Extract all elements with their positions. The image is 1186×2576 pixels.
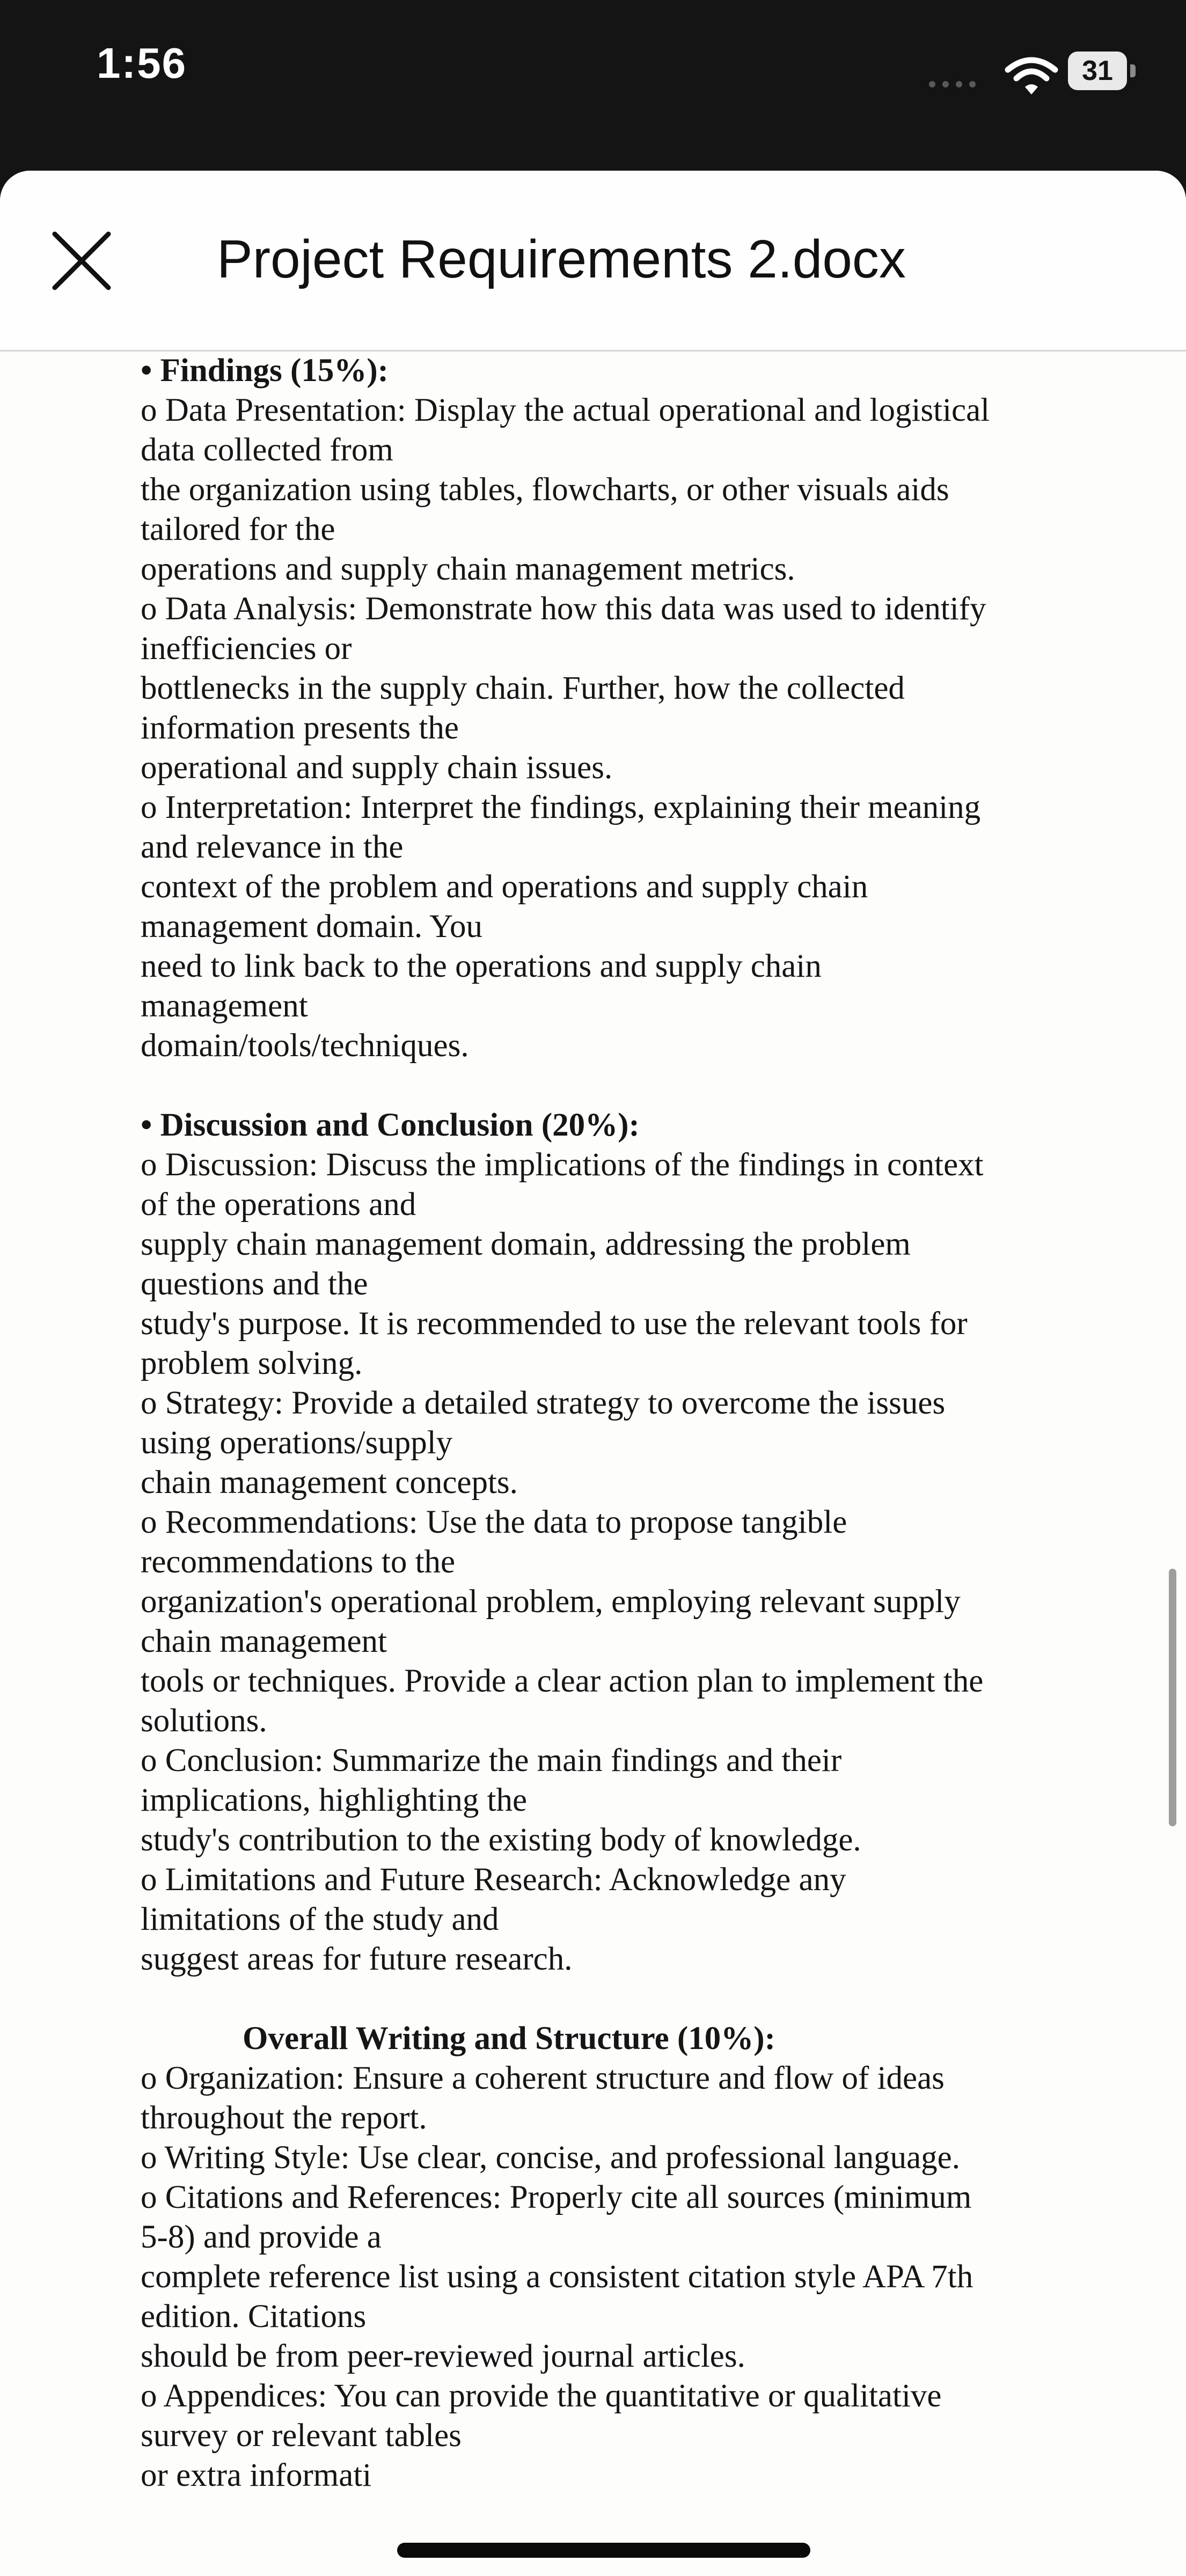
text-line: problem solving. [141, 1345, 363, 1381]
text-line: o Writing Style: Use clear, concise, and professional language. [141, 2140, 960, 2176]
text-line: operations and supply chain management metrics. [141, 551, 795, 587]
text-line: chain management concepts. [141, 1465, 518, 1501]
text-line: supply chain management domain, addressing the problem [141, 1226, 911, 1262]
text-line: tools or techniques. Provide a clear action plan to implement the [141, 1663, 984, 1699]
text-line: operational and supply chain issues. [141, 750, 613, 786]
text-line: o Organization: Ensure a coherent structure and flow of ideas [141, 2060, 945, 2096]
paragraph-gap [141, 1066, 1074, 1106]
text-line: solutions. [141, 1703, 267, 1739]
text-line: study's contribution to the existing body of knowledge. [141, 1822, 861, 1858]
text-line: survey or relevant tables [141, 2418, 462, 2454]
text-line: o Citations and References: Properly cite all sources (minimum [141, 2179, 972, 2215]
text-line: 5-8) and provide a [141, 2219, 382, 2255]
document-body [141, 351, 1074, 2496]
discussion-heading: • Discussion and Conclusion (20%): [141, 1107, 640, 1143]
text-line: should be from peer-reviewed journal articles. [141, 2338, 745, 2374]
text-line: limitations of the study and [141, 1901, 499, 1937]
text-line: study's purpose. It is recommended to use the relevant tools for [141, 1306, 968, 1342]
battery-cap [1130, 64, 1136, 77]
text-line: o Strategy: Provide a detailed strategy to overcome the issues [141, 1385, 946, 1421]
text-line: implications, highlighting the [141, 1782, 528, 1818]
text-line: o Conclusion: Summarize the main findings and their [141, 1743, 842, 1779]
battery-icon [1068, 52, 1137, 90]
battery-level: 31 [1082, 55, 1113, 86]
document-title: Project Requirements 2.docx [217, 229, 906, 289]
text-line: questions and the [141, 1266, 368, 1302]
text-line: complete reference list using a consistent citation style APA 7th [141, 2259, 973, 2295]
text-line: recommendations to the [141, 1544, 456, 1580]
text-line: data collected from [141, 432, 393, 468]
close-icon[interactable] [47, 226, 116, 295]
text-line: organization's operational problem, employing relevant supply [141, 1584, 961, 1620]
wifi-icon [1005, 54, 1058, 97]
text-line: or extra informati [141, 2457, 372, 2493]
document-header [0, 171, 1186, 352]
text-line: o Recommendations: Use the data to propose tangible [141, 1504, 847, 1540]
text-line: and relevance in the [141, 829, 404, 865]
text-line: of the operations and [141, 1187, 416, 1223]
text-line: tailored for the [141, 511, 335, 547]
text-line: chain management [141, 1623, 387, 1659]
status-bar [0, 0, 1186, 171]
text-line: throughout the report. [141, 2100, 427, 2136]
text-line: need to link back to the operations and supply chain [141, 948, 822, 984]
text-line: edition. Citations [141, 2299, 367, 2334]
status-time: 1:56 [97, 39, 187, 87]
signal-dots-icon [928, 80, 977, 88]
scrollbar[interactable] [1169, 1569, 1176, 1826]
home-indicator[interactable] [397, 2543, 810, 2558]
text-line: inefficiencies or [141, 631, 352, 667]
text-line: o Limitations and Future Research: Acknowledge any [141, 1862, 846, 1898]
text-line: o Discussion: Discuss the implications of the findings in context [141, 1147, 984, 1183]
text-line: suggest areas for future research. [141, 1941, 573, 1977]
text-line: o Appendices: You can provide the quantitative or qualitative [141, 2378, 942, 2414]
text-line: context of the problem and operations and supply chain [141, 869, 868, 905]
text-line: using operations/supply [141, 1425, 453, 1461]
text-line: information presents the [141, 710, 459, 746]
text-line: the organization using tables, flowcharts, or other visuals aids [141, 472, 949, 508]
text-line: o Data Analysis: Demonstrate how this data was used to identify [141, 591, 986, 627]
findings-heading: • Findings (15%): [141, 353, 389, 389]
document-sheet [0, 171, 1186, 2576]
text-line: management [141, 988, 308, 1024]
paragraph-gap [141, 1979, 1074, 2019]
text-line: management domain. You [141, 909, 483, 945]
text-line: o Data Presentation: Display the actual operational and logistical [141, 392, 990, 428]
text-line: bottlenecks in the supply chain. Further, how the collected [141, 670, 905, 706]
writing-heading: Overall Writing and Structure (10%): [243, 2021, 775, 2057]
text-line: o Interpretation: Interpret the findings, explaining their meaning [141, 789, 981, 825]
text-line: domain/tools/techniques. [141, 1028, 469, 1064]
